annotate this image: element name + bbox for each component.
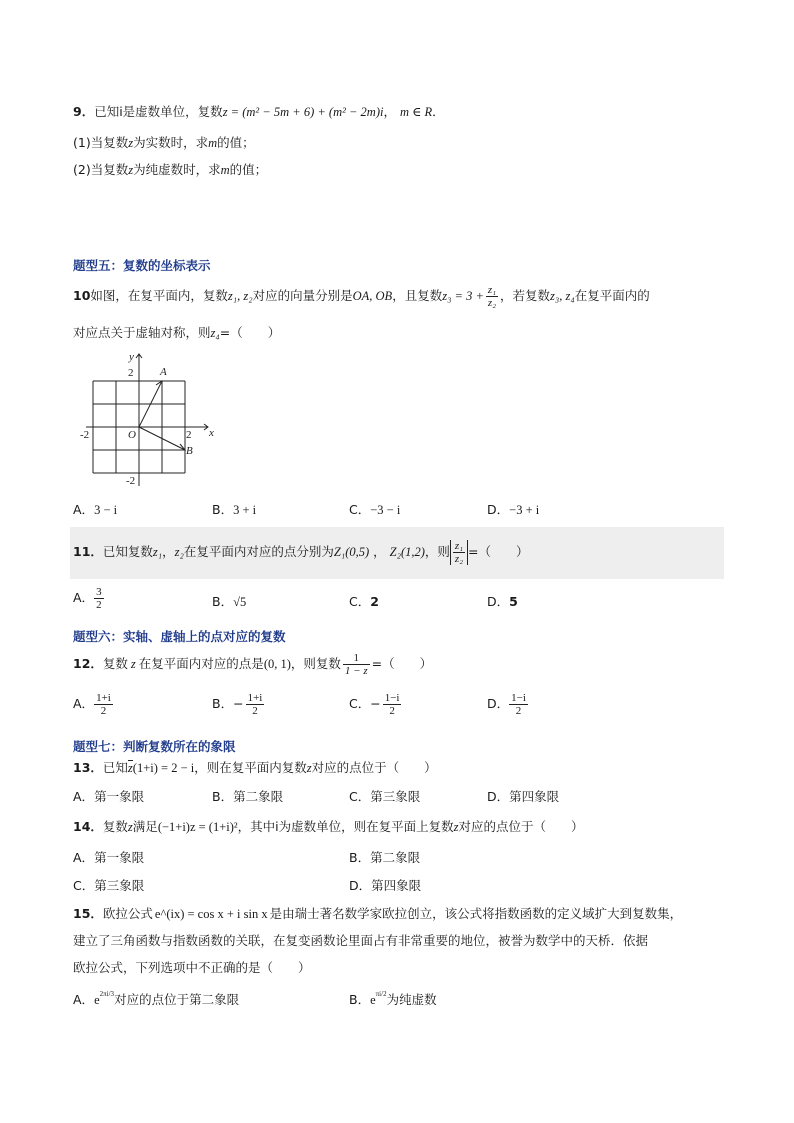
section-6-title: 题型六：实轴、虚轴上的点对应的复数: [73, 629, 286, 644]
q11-opt-b-text: √5: [233, 595, 247, 609]
q15-opt-b-label: B．: [349, 992, 371, 1007]
q11-option-a[interactable]: [73, 586, 104, 611]
q11-point1: Z₁(0,5): [333, 545, 370, 559]
q12-fraction: [343, 652, 370, 677]
q12-frac-den: 1 − z: [344, 665, 368, 677]
q9-end: ．: [432, 104, 445, 119]
q12-opt-b-den: 2: [252, 705, 258, 717]
q14-option-d[interactable]: [349, 876, 421, 894]
q14-opt-a-text: 第一象限: [94, 850, 145, 865]
q10-opt-a-text: 3 − i: [94, 503, 118, 517]
q10-option-b[interactable]: [212, 500, 256, 518]
q10-stem-b: 对应的向量分别是: [252, 288, 353, 303]
q12-option-a[interactable]: [73, 692, 113, 717]
q12-opt-c-sign: −: [370, 696, 381, 711]
q15-opt-a-base: e: [94, 993, 100, 1007]
q9-stem-text: 已知i是虚数单位，复数: [94, 104, 223, 119]
q10-opt-a-label: A．: [73, 502, 95, 517]
q10-tick-x-neg: -2: [80, 429, 90, 441]
q14-opt-d-label: D．: [349, 878, 372, 893]
q12-stem-d: =（ ）: [371, 656, 433, 671]
q10-opt-c-text: −3 − i: [370, 503, 401, 517]
q10-coordinate-graph: [76, 348, 226, 490]
q15-opt-b-exp: πi/2: [375, 990, 387, 998]
q9-formula: z = (m² − 5m + 6) + (m² − 2m)i: [222, 105, 384, 119]
q13-opt-d-label: D．: [487, 789, 510, 804]
q11-opt-c-text: 2: [370, 594, 379, 609]
q10-point-b: B: [186, 445, 193, 457]
q14-stem-b: 满足: [132, 819, 158, 834]
q12-number: 12．: [73, 656, 103, 671]
q14-formula: (−1+i)z = (1+i)²: [157, 820, 238, 834]
q15-opt-a-exp: 2πi/3: [99, 990, 115, 998]
q14-opt-b-label: B．: [349, 850, 371, 865]
q13-stem-b: ，则在复平面内复数: [194, 760, 307, 775]
q9-sub1-z: z: [128, 136, 134, 150]
q13-opt-d-text: 第四象限: [509, 789, 560, 804]
q10-z34: z₃, z₄: [550, 289, 575, 303]
q11-opt-c-label: C．: [349, 594, 371, 609]
q12-opt-c-num: 1−i: [384, 692, 400, 704]
q10-line2-b: =（ ）: [219, 325, 281, 340]
q13-z-conjugate: z: [127, 761, 133, 775]
q10-stem-d: ，若复数: [500, 288, 551, 303]
q10-opt-c-label: C．: [349, 502, 371, 517]
section-7-title: 题型七：判断复数所在的象限: [73, 739, 236, 754]
q9-sub2-a: (2)当复数: [73, 162, 129, 177]
q9-stem: [73, 102, 445, 120]
q12-option-c[interactable]: [349, 692, 401, 717]
q15-line1-rest: 是由瑞士著名数学家欧拉创立，该公式将指数函数的定义域扩大到复数集，: [269, 906, 683, 921]
q10-z3: z₃ = 3 +: [442, 289, 484, 303]
q9-condition: m ∈ R: [399, 105, 433, 119]
q14-stem: [73, 817, 584, 835]
q13-option-c[interactable]: [349, 787, 420, 805]
q10-z12: z₁, z₂: [227, 289, 253, 303]
q11-option-d[interactable]: [487, 592, 518, 610]
q12-frac-num: 1: [343, 652, 370, 665]
q15-stem-line1: [73, 904, 682, 922]
q10-option-d[interactable]: [487, 500, 539, 518]
q12-opt-d-num: 1−i: [511, 692, 526, 704]
q13-opt-b-label: B．: [212, 789, 234, 804]
q11-stem-a: 已知复数: [102, 544, 153, 559]
q12-opt-b-sign: −: [233, 696, 244, 711]
q10-stem: [73, 284, 650, 309]
q13-formula: (1+i) = 2 − i: [132, 761, 195, 775]
q10-vectors: OA, OB: [352, 289, 393, 303]
q13-option-d[interactable]: [487, 787, 559, 805]
q13-opt-c-text: 第三象限: [370, 789, 421, 804]
q12-option-d[interactable]: [487, 692, 528, 717]
q12-stem-b: 在复平面内对应的点是: [138, 656, 264, 671]
q10-opt-b-text: 3 + i: [233, 503, 257, 517]
q10-origin-label: O: [128, 429, 136, 441]
q14-z2: z: [453, 820, 459, 834]
q9-sub1-b: 为实数时，求: [133, 135, 209, 150]
q11-opt-b-label: B．: [212, 594, 234, 609]
q15-formula: e^(ix) = cos x + i sin x: [154, 907, 268, 921]
section-5-title: 题型五：复数的坐标表示: [73, 258, 211, 273]
q11-opt-d-label: D．: [487, 594, 510, 609]
q14-opt-b-text: 第二象限: [370, 850, 421, 865]
q15-opt-a-label: A．: [73, 992, 95, 1007]
q9-sub2: [73, 160, 267, 178]
q11-stem-c: ，则: [424, 544, 450, 559]
q12-opt-c-label: C．: [349, 696, 371, 711]
q11-frac-num: z₁: [454, 540, 464, 552]
q15-number: 15．: [73, 906, 103, 921]
q11-stem: 11．已知复数z₁，z₂在复平面内对应的点分别为Z₁(0,5) ， Z₂(1,2)，则 $\frac{\text{z₁}}{\text{z₂}}$ =（ ）: [73, 540, 529, 565]
q15-opt-b-text: 为纯虚数: [386, 992, 437, 1007]
q15-opt-a-text: 对应的点位于第二象限: [114, 992, 240, 1007]
q10-option-a[interactable]: [73, 500, 117, 518]
q10-opt-b-label: B．: [212, 502, 234, 517]
q14-opt-a-label: A．: [73, 850, 95, 865]
q11-opt-a-den: 2: [96, 599, 102, 611]
q9-sub2-c: 的值；: [229, 162, 268, 177]
q11-stem-b: 在复平面内对应的点分别为: [183, 544, 334, 559]
q10-z4: z₄: [210, 326, 220, 340]
q12-stem-a: 复数: [102, 656, 128, 671]
q10-opt-d-label: D．: [487, 502, 510, 517]
q9-sub2-z: z: [128, 163, 134, 177]
q13-stem-a: 已知: [102, 760, 128, 775]
q10-frac-den: z₂: [487, 297, 497, 309]
q9-sub1-c: 的值；: [217, 135, 255, 150]
q11-option-b[interactable]: [212, 592, 246, 610]
q14-opt-d-text: 第四象限: [371, 878, 422, 893]
q10-frac-num: z₁: [487, 284, 497, 296]
q11-sep: ，: [162, 544, 175, 559]
q14-option-a[interactable]: [73, 848, 144, 866]
q13-opt-c-label: C．: [349, 789, 371, 804]
q13-z: z: [306, 761, 312, 775]
q9-sub2-b: 为纯虚数时，求: [133, 162, 221, 177]
q12-opt-d-label: D．: [487, 696, 510, 711]
q9-number: 9．: [73, 104, 95, 119]
q13-option-a[interactable]: [73, 787, 144, 805]
q10-opt-d-text: −3 + i: [509, 503, 540, 517]
q10-stem-e: 在复平面内的: [574, 288, 650, 303]
q12-z: z: [130, 657, 136, 671]
q10-x-label: x: [209, 427, 214, 439]
q10-fraction: [486, 284, 498, 309]
q13-option-b[interactable]: [212, 787, 283, 805]
q11-point2: Z₂(1,2): [389, 545, 425, 559]
q13-number: 13．: [73, 760, 103, 775]
q15-stem-line3: 欧拉公式，下列选项中不正确的是（ ）: [73, 960, 311, 975]
q14-option-b[interactable]: [349, 848, 420, 866]
q14-number: 14．: [73, 819, 103, 834]
q11-stem-d: =（ ）: [468, 544, 529, 559]
q11-z1: z₁: [152, 545, 163, 559]
q13-opt-b-text: 第二象限: [233, 789, 284, 804]
q9-sub1-m: m: [208, 136, 218, 150]
q15-stem-line2: 建立了三角函数与指数函数的关联，在复变函数论里面占有非常重要的地位，被誉为数学中的天桥．依据: [73, 933, 649, 948]
q9-sub1-a: (1)当复数: [73, 135, 129, 150]
q11-opt-d-text: 5: [509, 594, 518, 609]
q10-y-label: y: [129, 351, 134, 363]
q13-opt-a-text: 第一象限: [94, 789, 145, 804]
q11-option-c[interactable]: [349, 592, 379, 610]
q13-opt-a-label: A．: [73, 789, 95, 804]
q14-stem-a: 复数: [102, 819, 128, 834]
q10-stem-a: 如图，在复平面内，复数: [90, 288, 228, 303]
q15-option-a[interactable]: [73, 990, 239, 1008]
q10-tick-y-neg: -2: [126, 475, 136, 487]
q11-abs-value: [450, 540, 468, 565]
q9-sub2-m: m: [220, 163, 230, 177]
q12-option-b[interactable]: [212, 692, 264, 717]
q14-option-c[interactable]: [73, 876, 144, 894]
q15-stem-a: 欧拉公式: [102, 906, 153, 921]
q10-point-a: A: [160, 366, 167, 378]
q11-opt-a-num: 3: [96, 586, 102, 598]
q12-opt-b-label: B．: [212, 696, 234, 711]
q13-stem-c: 对应的点位于（ ）: [311, 760, 437, 775]
q10-stem-line2: [73, 323, 280, 341]
q10-tick-x-pos: 2: [186, 429, 192, 441]
q9-sub1: [73, 133, 255, 151]
q12-opt-d-den: 2: [515, 705, 522, 717]
q12-opt-a-den: 2: [100, 705, 107, 717]
q12-opt-c-den: 2: [389, 705, 395, 717]
q11-z2: z₂: [174, 545, 184, 559]
q12-opt-a-num: 1+i: [96, 692, 111, 704]
q10-tick-y-pos: 2: [128, 367, 134, 379]
q15-option-b[interactable]: [349, 990, 437, 1008]
q14-stem-d: 对应的点位于（ ）: [458, 819, 584, 834]
q14-stem-c: ，其中i为虚数单位，则在复平面上复数: [237, 819, 454, 834]
q12-stem: [73, 652, 432, 677]
q13-stem: [73, 758, 437, 776]
q10-option-c[interactable]: [349, 500, 400, 518]
q9-comma: ，: [383, 104, 396, 119]
q10-line2-a: 对应点关于虚轴对称，则: [73, 325, 211, 340]
q11-frac-den: z₂: [454, 553, 464, 565]
q12-stem-c: ，则复数: [290, 656, 341, 671]
q12-point: (0, 1): [263, 657, 291, 671]
q11-opt-a-label: A．: [73, 590, 95, 605]
q14-opt-c-text: 第三象限: [94, 878, 145, 893]
q11-number: 11．: [73, 544, 103, 559]
q10-axes: [86, 354, 208, 486]
q14-z: z: [127, 820, 133, 834]
q12-opt-a-label: A．: [73, 696, 95, 711]
q10-number: 10: [73, 288, 91, 303]
q12-opt-b-num: 1+i: [247, 692, 263, 704]
q15-opt-b-base: e: [370, 993, 376, 1007]
q14-opt-c-label: C．: [73, 878, 95, 893]
q10-stem-c: ，且复数: [392, 288, 443, 303]
